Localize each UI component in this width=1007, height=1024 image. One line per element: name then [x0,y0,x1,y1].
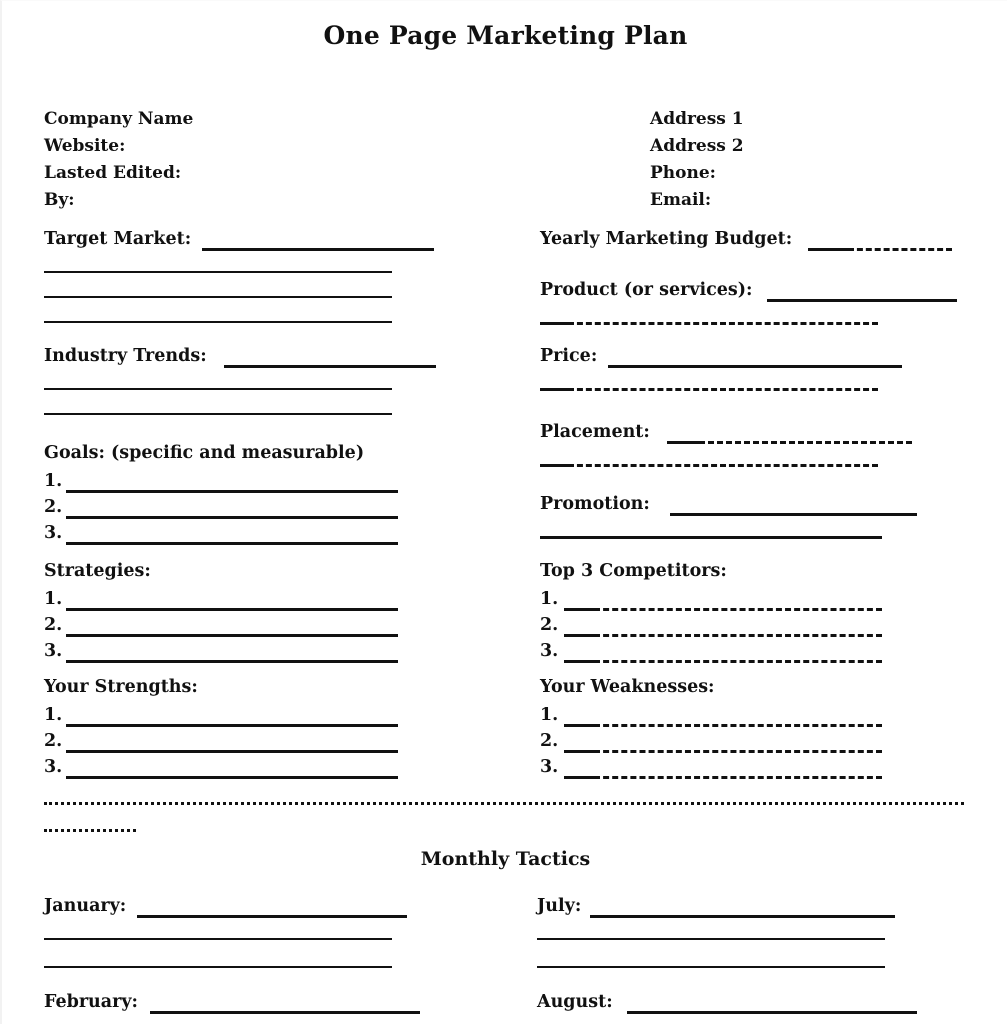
strategies-item-number: 2. [44,615,63,635]
competitors-item-number: 3. [540,641,559,661]
january-blank-line[interactable] [44,938,392,940]
july-blank-line[interactable] [537,966,885,968]
strengths-item-number: 1. [44,705,63,725]
competitors-item-line-dashed[interactable] [594,634,882,637]
competitors-item-number: 2. [540,615,559,635]
header-address-2: Address 2 [650,136,744,156]
header-phone: Phone: [650,163,716,183]
target-market-blank-line[interactable] [44,296,392,298]
strategies-item-line[interactable] [66,634,398,637]
label-price: Price: [540,346,598,366]
weaknesses-item-line-dashed[interactable] [594,750,882,753]
promotion-field-line[interactable] [670,513,917,516]
price-field-line[interactable] [608,365,902,368]
header-email: Email: [650,190,712,210]
label-month-february: February: [44,992,138,1012]
weaknesses-item-number: 3. [540,757,559,777]
label-month-january: January: [44,896,127,916]
label-target-market: Target Market: [44,229,192,249]
label-placement: Placement: [540,422,650,442]
weaknesses-item-line-dashed[interactable] [594,724,882,727]
section-divider-wrap [44,829,136,832]
label-product-or-services: Product (or services): [540,280,753,300]
weaknesses-item-line-solid[interactable] [564,776,594,779]
weaknesses-item-number: 2. [540,731,559,751]
label-promotion: Promotion: [540,494,650,514]
strategies-item-number: 1. [44,589,63,609]
strengths-item-number: 2. [44,731,63,751]
placement-field-line-solid[interactable] [667,441,699,444]
product-blank-line-solid[interactable] [540,322,568,325]
label-industry-trends: Industry Trends: [44,346,207,366]
header-by: By: [44,190,75,210]
january-blank-line[interactable] [44,966,392,968]
goals-item-line[interactable] [66,490,398,493]
header-website: Website: [44,136,126,156]
product-field-line[interactable] [767,299,957,302]
july-blank-line[interactable] [537,938,885,940]
weaknesses-item-line-dashed[interactable] [594,776,882,779]
february-field-line[interactable] [150,1011,420,1014]
header-company-name: Company Name [44,109,194,129]
competitors-item-line-solid[interactable] [564,634,594,637]
target-market-blank-line[interactable] [44,271,392,273]
competitors-item-number: 1. [540,589,559,609]
july-field-line[interactable] [590,915,895,918]
strategies-item-number: 3. [44,641,63,661]
placement-blank-line-dashed[interactable] [568,464,878,467]
industry-trends-field-line[interactable] [224,365,436,368]
label-yearly-marketing-budget: Yearly Marketing Budget: [540,229,793,249]
header-address-1: Address 1 [650,109,744,129]
label-month-july: July: [537,896,582,916]
strategies-item-line[interactable] [66,660,398,663]
industry-trends-blank-line[interactable] [44,388,392,390]
promotion-blank-line[interactable] [540,536,882,539]
competitors-item-line-solid[interactable] [564,660,594,663]
budget-field-line-dashed[interactable] [848,248,952,251]
weaknesses-item-line-solid[interactable] [564,750,594,753]
goals-item-number: 3. [44,523,63,543]
label-top-3-competitors: Top 3 Competitors: [540,561,727,581]
label-month-august: August: [537,992,613,1012]
label-goals: Goals: (specific and measurable) [44,443,365,463]
goals-item-number: 1. [44,471,63,491]
budget-field-line-solid[interactable] [808,248,848,251]
august-field-line[interactable] [627,1011,917,1014]
goals-item-line[interactable] [66,542,398,545]
strengths-item-line[interactable] [66,776,398,779]
monthly-tactics-heading: Monthly Tactics [420,848,591,870]
label-your-strengths: Your Strengths: [44,677,198,697]
competitors-item-line-dashed[interactable] [594,608,882,611]
competitors-item-line-solid[interactable] [564,608,594,611]
label-strategies: Strategies: [44,561,151,581]
strengths-item-number: 3. [44,757,63,777]
target-market-field-line[interactable] [202,248,434,251]
price-blank-line-dashed[interactable] [568,388,878,391]
placement-field-line-dashed[interactable] [699,441,912,444]
placement-blank-line-solid[interactable] [540,464,568,467]
strengths-item-line[interactable] [66,724,398,727]
weaknesses-item-number: 1. [540,705,559,725]
label-your-weaknesses: Your Weaknesses: [540,677,715,697]
page-title: One Page Marketing Plan [323,21,688,50]
section-divider [44,802,964,805]
january-field-line[interactable] [137,915,407,918]
competitors-item-line-dashed[interactable] [594,660,882,663]
price-blank-line-solid[interactable] [540,388,568,391]
product-blank-line-dashed[interactable] [568,322,878,325]
weaknesses-item-line-solid[interactable] [564,724,594,727]
goals-item-number: 2. [44,497,63,517]
strategies-item-line[interactable] [66,608,398,611]
industry-trends-blank-line[interactable] [44,413,392,415]
strengths-item-line[interactable] [66,750,398,753]
target-market-blank-line[interactable] [44,321,392,323]
header-last-edited: Lasted Edited: [44,163,182,183]
goals-item-line[interactable] [66,516,398,519]
